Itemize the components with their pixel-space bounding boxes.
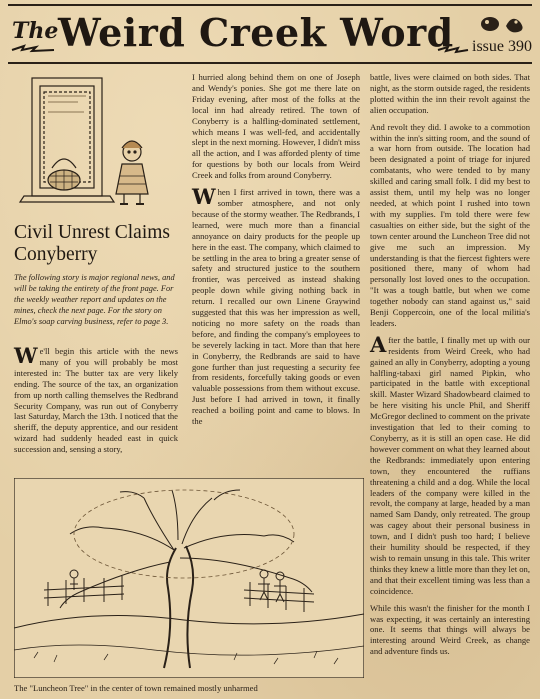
masthead-title: Weird Creek Word	[58, 10, 454, 55]
drop-cap: A	[370, 331, 387, 357]
headline: Civil Unrest Claims Conyberry	[14, 222, 170, 265]
intro-note: The following story is major regional news, and will be taking the entirety of the front page. For the weekly weather report and updates on the mines, check the next page. For the story on Elmo's soap carving business, refer to page 3.	[14, 273, 175, 326]
illustration-caption: The "Luncheon Tree" in the center of town remained mostly unharmed	[14, 683, 258, 693]
masthead	[8, 8, 532, 62]
drop-cap: W	[14, 343, 38, 368]
drop-cap: W	[192, 184, 216, 210]
article-paragraph: When I first arrived in town, there was a somber atmosphere, and not only because of the stormy weather. The Redbrands, I learned, were much more than a financial annoyance on dairy products for the people up here in the east. The company, which claimed to be settling in the area to bring a greater sense of safety and structured justice to the southern frontier, was perceived as instead shaking people down while giving nothing back in return. I recalled our own Linene Graywind suggested that this was her impression as well, noticing no more safety on the roads than before, and finding the company's employees to be severely lacking in tact. More than that here in Conyberry, the Redbrands are said to have gone further than just requesting a security fee from residents, forcefully taking goods or even valuable possessions from them without excuse. Just before I had arrived in town, it finally reached a boiling point and came to blows. In the	[192, 184, 360, 427]
article-paragraph: And revolt they did. I awoke to a commotion within the inn's sitting room, and the sound of a war horn from outside. The location had been designated a point of triage for injured combatants, who were tended to by many skilled and caring small folk. I did my best to assist them, until my help was no longer needed, at which point I rushed into town with my supplies. I'm told there were few casualties on either side, but the sight of the town center around the Luncheon Tree did not give me such an impression. My understanding is that the fiercest fighters were positioned there, many of whom had personally lost loved ones to the occupation. "It was a tough battle, but when we come together nobody can stand against us," said Benji Coppercoin, one of the local militia's leaders.	[370, 121, 530, 328]
article-paragraph: While this wasn't the finisher for the month I was expecting, it was certainly an interesting one. It seems that things will always be interesting around Weird Creek, as change and adventure finds us.	[370, 602, 530, 657]
article-paragraph: We'll begin this article with the news many of you will probably be most interested in: The butter tax are very likely ending. The source of the tax, an organization from up north calling themselves the Redbrand Security Company, was run out of Conyberry last Saturday, March the 13th. I noticed that the sheriff, the deputy apprentice, and our resident wizard had suddenly headed east in quick succession and, sensing a story,	[14, 343, 178, 455]
issue-number: issue 390	[472, 38, 532, 55]
luncheon-tree-illustration	[14, 478, 364, 678]
lightning-bolt-right-icon	[436, 44, 470, 56]
masthead-bottom-rule	[8, 62, 532, 64]
lightning-bolt-left-icon	[10, 44, 56, 56]
article-column-3	[370, 72, 530, 663]
masthead-creature-icons	[478, 12, 528, 34]
article-paragraph: After the battle, I finally met up with our residents from Weird Creek, who had gained an ally in Conyberry, adopting a young halfling-tabaxi girl named Pipkin, who participated in the battle with exceptional skill. Master Wizard Shadowbeard claimed to be here visiting his uncle Phil, and Sheriff McGregor declined to comment on the private investigation that led to their coming to Conyberry, as it is still an open case. He did however comment on what they learned about the Redbrands: immediately upon entering town, they encountered the ruffians threatening a child and a dog. While the local leaders of the company were killed in the revolt, the company at large, headed by a man named Sam Dandy, only retreated. The group was cagey about their personal business in town, and I didn't push too hard; I believe their humility should be respected, if they wish to remain unsung in this tale. This writer thinks they knew a little more than they let on, and that their excellent timing was less than a coincidence.	[370, 331, 530, 596]
article-column-2	[192, 72, 360, 433]
article-paragraph: I hurried along behind them on one of Joseph and Wendy's ponies. She got me there late on Friday evening, after most of the folks at the local inn had already retired. The town of Conyberry is a halfling-dominated settlement, which means I was well-fed, and accidentally slept in the next morning. However, I didn't miss all the action, and I was afforded plenty of time for questions by both our locals from Weird Creek and folks from around Conyberry.	[192, 72, 360, 181]
masthead-the: The	[12, 18, 59, 44]
masthead-top-rule	[8, 4, 532, 6]
article-column-1	[14, 343, 178, 461]
article-paragraph: battle, lives were claimed on both sides. That night, as the storm outside raged, the residents plotted within the inn their revolt against the alien occupation.	[370, 72, 530, 115]
window-and-girl-illustration	[14, 72, 172, 220]
